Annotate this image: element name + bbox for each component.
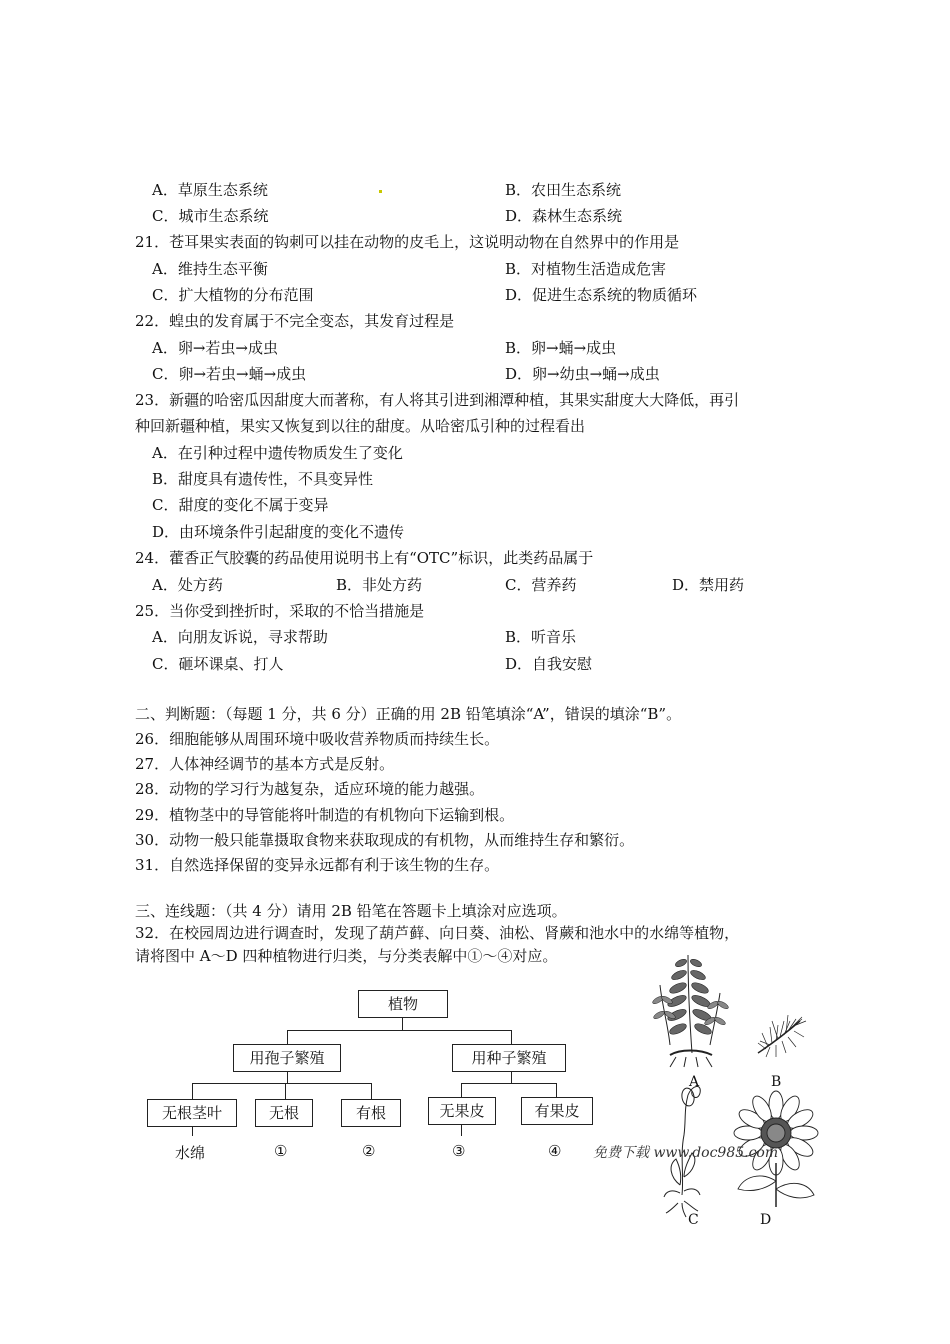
q23-option-a: A．在引种过程中遗传物质发生了变化 xyxy=(152,444,403,462)
figure-label-c: C xyxy=(688,1212,699,1228)
q21-option-d: D．促进生态系统的物质循环 xyxy=(505,286,698,304)
tree-leaf-4: ④ xyxy=(548,1142,562,1160)
q20-option-a: A．草原生态系统 xyxy=(152,181,268,199)
q24-stem: 24．藿香正气胶囊的药品使用说明书上有“OTC”标识，此类药品属于 xyxy=(135,549,594,567)
q20-option-d: D．森林生态系统 xyxy=(505,207,623,225)
q23-stem-line2: 种回新疆种植，果实又恢复到以往的甜度。从哈密瓜引种的过程看出 xyxy=(135,417,586,435)
q22-option-a: A．卵→若虫→成虫 xyxy=(152,339,278,357)
plant-illustrations xyxy=(640,945,820,1235)
tree-leaf-1: ① xyxy=(274,1142,288,1160)
q20-option-c: C．城市生态系统 xyxy=(152,207,269,225)
q24-option-d: D．禁用药 xyxy=(672,576,745,594)
q32-stem-line1: 32．在校园周边进行调查时，发现了葫芦藓、向日葵、油松、肾蕨和池水中的水绵等植物， xyxy=(135,924,740,942)
q21-option-b: B．对植物生活造成危害 xyxy=(505,260,667,278)
tree-node-no-root-stem-leaf: 无根茎叶 xyxy=(147,1099,237,1127)
q24-option-b: B．非处方药 xyxy=(336,576,423,594)
tree-leaf-2: ② xyxy=(362,1142,376,1160)
pine-branch-illustration xyxy=(758,1015,806,1057)
figure-label-d: D xyxy=(760,1212,772,1228)
q32-stem-line2: 请将图中 A～D 四种植物进行归类，与分类表解中①～④对应。 xyxy=(135,947,558,965)
q23-stem-line1: 23．新疆的哈密瓜因甜度大而著称，有人将其引进到湘潭种植，其果实甜度大大降低，再引 xyxy=(135,391,740,409)
tree-node-has-root: 有根 xyxy=(341,1099,401,1127)
q22-option-b: B．卵→蛹→成虫 xyxy=(505,339,617,357)
section2-title: 二、判断题：（每题 1 分，共 6 分）正确的用 2B 铅笔填涂“A”，错误的填涂“B”。 xyxy=(135,705,682,723)
q23-option-b: B．甜度具有遗传性，不具变异性 xyxy=(152,470,374,488)
tree-node-no-root: 无根 xyxy=(255,1099,313,1127)
q25-option-c: C．砸坏课桌、打人 xyxy=(152,655,284,673)
tree-node-seed: 用种子繁殖 xyxy=(452,1044,566,1072)
tree-node-root: 植物 xyxy=(358,990,448,1018)
tree-node-spore: 用孢子繁殖 xyxy=(233,1044,341,1072)
tree-node-has-pericarp: 有果皮 xyxy=(521,1097,593,1125)
judgement-item: 31．自然选择保留的变异永远都有利于该生物的生存。 xyxy=(135,856,500,874)
q25-option-a: A．向朋友诉说，寻求帮助 xyxy=(152,628,328,646)
q21-stem: 21．苍耳果实表面的钩刺可以挂在动物的皮毛上，这说明动物在自然界中的作用是 xyxy=(135,233,680,251)
q24-option-a: A．处方药 xyxy=(152,576,223,594)
q25-option-d: D．自我安慰 xyxy=(505,655,593,673)
section3-title: 三、连线题：（共 4 分）请用 2B 铅笔在答题卡上填涂对应选项。 xyxy=(135,902,567,920)
q25-stem: 25．当你受到挫折时，采取的不恰当措施是 xyxy=(135,602,425,620)
figure-label-a: A xyxy=(689,1074,700,1090)
figure-label-b: B xyxy=(771,1074,782,1090)
tree-leaf-shuimian: 水绵 xyxy=(175,1144,206,1162)
q24-option-c: C．营养药 xyxy=(505,576,577,594)
judgement-item: 29．植物茎中的导管能将叶制造的有机物向下运输到根。 xyxy=(135,806,515,824)
yellow-dot xyxy=(379,190,382,193)
tree-leaf-3: ③ xyxy=(452,1142,466,1160)
q23-option-c: C．甜度的变化不属于变异 xyxy=(152,496,329,514)
judgement-item: 27．人体神经调节的基本方式是反射。 xyxy=(135,755,395,773)
q20-option-b: B．农田生态系统 xyxy=(505,181,622,199)
q22-option-c: C．卵→若虫→蛹→成虫 xyxy=(152,365,307,383)
q22-option-d: D．卵→幼虫→蛹→成虫 xyxy=(505,365,660,383)
judgement-item: 30．动物一般只能靠摄取食物来获取现成的有机物，从而维持生存和繁衍。 xyxy=(135,831,635,849)
q21-option-c: C．扩大植物的分布范围 xyxy=(152,286,314,304)
watermark: 免费下载 www.doc985.com xyxy=(593,1145,779,1161)
fern-illustration xyxy=(652,955,730,1067)
q23-option-d: D．由环境条件引起甜度的变化不遗传 xyxy=(152,523,405,541)
q22-stem: 22．蝗虫的发育属于不完全变态，其发育过程是 xyxy=(135,312,455,330)
q21-option-a: A．维持生态平衡 xyxy=(152,260,268,278)
judgement-item: 28．动物的学习行为越复杂，适应环境的能力越强。 xyxy=(135,780,485,798)
judgement-item: 26．细胞能够从周围环境中吸收营养物质而持续生长。 xyxy=(135,730,500,748)
q25-option-b: B．听音乐 xyxy=(505,628,577,646)
tree-node-no-pericarp: 无果皮 xyxy=(428,1097,496,1125)
